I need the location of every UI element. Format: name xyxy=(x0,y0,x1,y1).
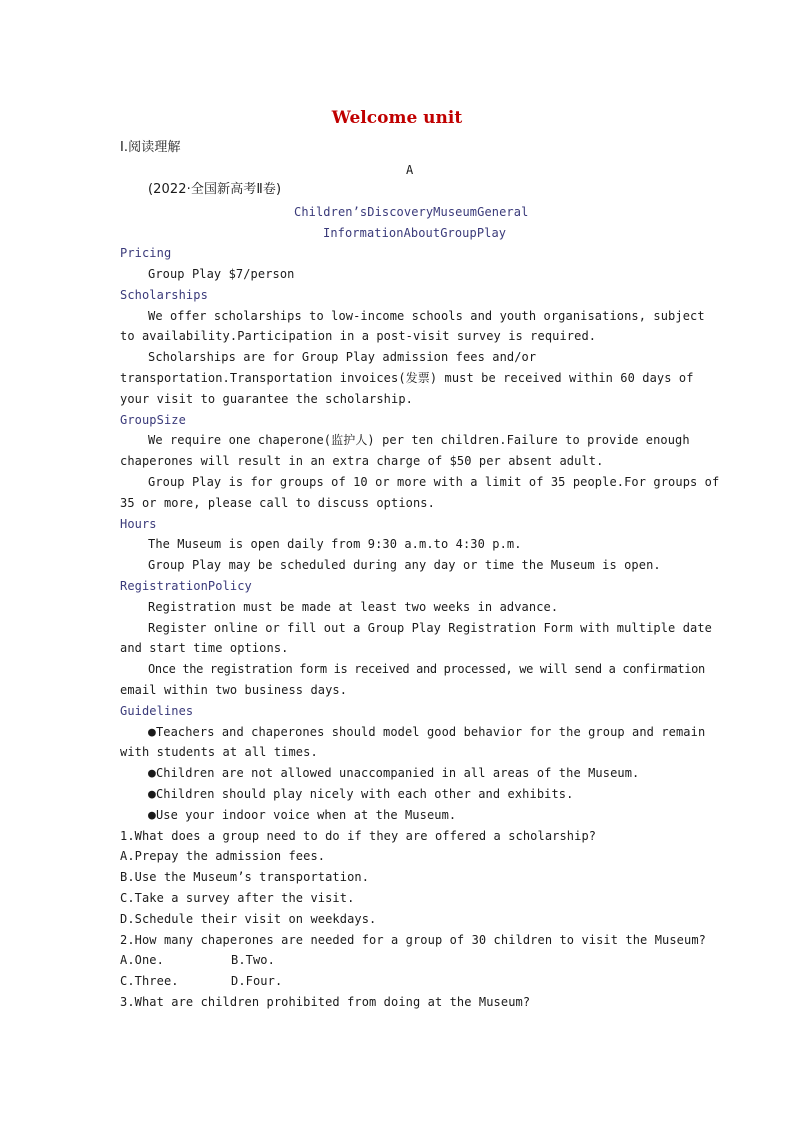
guideline-text: Use your indoor voice when at the Museum. xyxy=(155,808,457,822)
scholarships-paragraph-2: Scholarships are for Group Play admission fees and/or xyxy=(148,350,537,364)
guideline-item xyxy=(148,807,456,824)
bullet-icon: ● xyxy=(148,808,156,823)
registration-paragraph-1: Registration must be made at least two weeks in advance. xyxy=(148,600,559,614)
guideline-item xyxy=(148,724,705,741)
passage-title-line-2: InformationAboutGroupPlay xyxy=(323,226,507,240)
pricing-heading: Pricing xyxy=(120,246,172,260)
question-stem: 3.What are children prohibited from doing at the Museum? xyxy=(120,995,531,1009)
guideline-text-cont: with students at all times. xyxy=(120,745,318,759)
hours-paragraph-2: Group Play may be scheduled during any day or time the Museum is open. xyxy=(148,558,661,572)
passage-title-line-1: Children’sDiscoveryMuseumGeneral xyxy=(294,205,529,219)
question-option: C.Take a survey after the visit. xyxy=(120,891,355,905)
guideline-text: Children are not allowed unaccompanied in all areas of the Museum. xyxy=(155,766,640,780)
registration-paragraph-2: Register online or fill out a Group Play Registration Form with multiple date xyxy=(148,621,712,635)
scholarships-paragraph-2-end: your visit to guarantee the scholarship. xyxy=(120,392,413,406)
group-size-paragraph-1: We require one chaperone(监护人) per ten children.Failure to provide enough xyxy=(148,433,690,447)
part-label: A xyxy=(406,163,414,177)
group-size-heading: GroupSize xyxy=(120,413,186,427)
question-option: B.Use the Museum’s transportation. xyxy=(120,870,370,884)
scholarships-paragraph-1-cont: to availability.Participation in a post-visit survey is required. xyxy=(120,329,597,343)
scholarships-heading: Scholarships xyxy=(120,288,208,302)
bullet-icon: ● xyxy=(148,766,156,781)
bullet-icon: ● xyxy=(148,725,156,740)
bullet-icon: ● xyxy=(148,787,156,802)
question-option: B.Two. xyxy=(231,953,275,967)
group-size-paragraph-1-cont: chaperones will result in an extra charge of $50 per absent adult. xyxy=(120,454,604,468)
guideline-text: Teachers and chaperones should model good behavior for the group and remain xyxy=(155,725,706,739)
question-option: A.One. xyxy=(120,953,164,967)
scholarships-paragraph-2-cont: transportation.Transportation invoices(发票) must be received within 60 days of xyxy=(120,371,694,385)
guideline-text: Children should play nicely with each other and exhibits. xyxy=(155,787,574,801)
guideline-item xyxy=(148,765,639,782)
section-heading: Ⅰ.阅读理解 xyxy=(120,140,181,155)
guidelines-heading: Guidelines xyxy=(120,704,194,718)
guideline-item xyxy=(148,786,573,803)
scholarships-paragraph-1: We offer scholarships to low-income schools and youth organisations, subject xyxy=(148,309,705,323)
registration-paragraph-2-cont: and start time options. xyxy=(120,641,289,655)
registration-heading: RegistrationPolicy xyxy=(120,579,252,593)
hours-paragraph-1: The Museum is open daily from 9:30 a.m.to 4:30 p.m. xyxy=(148,537,522,551)
doc-title: Welcome unit xyxy=(331,108,463,128)
question-option: C.Three. xyxy=(120,974,179,988)
question-stem: 2.How many chaperones are needed for a group of 30 children to visit the Museum? xyxy=(120,933,706,947)
source-label: (2022·全国新高考Ⅱ卷) xyxy=(148,182,282,197)
group-size-paragraph-2-cont: 35 or more, please call to discuss options. xyxy=(120,496,435,510)
registration-paragraph-3: Once the registration form is received and processed, we will send a confirmation xyxy=(148,662,705,676)
question-stem: 1.What does a group need to do if they are offered a scholarship? xyxy=(120,829,597,843)
hours-heading: Hours xyxy=(120,517,157,531)
group-size-paragraph-2: Group Play is for groups of 10 or more with a limit of 35 people.For groups of xyxy=(148,475,720,489)
question-option: D.Schedule their visit on weekdays. xyxy=(120,912,377,926)
question-option: D.Four. xyxy=(231,974,283,988)
question-option: A.Prepay the admission fees. xyxy=(120,849,326,863)
pricing-text: Group Play $7/person xyxy=(148,267,295,281)
registration-paragraph-3-cont: email within two business days. xyxy=(120,683,348,697)
